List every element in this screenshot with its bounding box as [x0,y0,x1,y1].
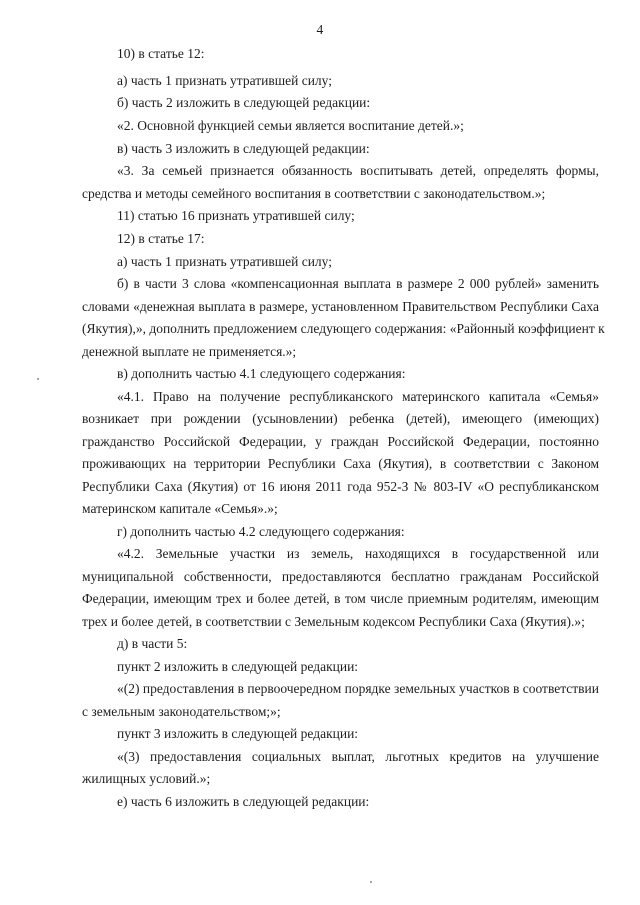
paragraph-line: гражданство Российской Федерации, у граждан Российской Федерации, постоянно [82,434,599,449]
paragraph-line: трех и более детей, в соответствии с Земельным кодексом Республики Саха (Якутия).»; [82,614,585,629]
list-item: е) часть 6 изложить в следующей редакции: [117,794,370,809]
list-item: 12) в статье 17: [117,231,205,246]
list-item: «2. Основной функцией семьи является воспитание детей.»; [117,118,464,133]
paragraph-line: словами «денежная выплата в размере, установленном Правительством Республики Саха [82,299,599,314]
paragraph-line: б) в части 3 слова «компенсационная выплата в размере 2 000 рублей» заменить [117,276,599,291]
list-item: д) в части 5: [117,636,188,651]
paragraph-line: материнском капитале «Семья».»; [82,501,278,516]
list-item: в) часть 3 изложить в следующей редакции: [117,141,370,156]
paragraph-line: «(3) предоставления социальных выплат, льготных кредитов на улучшение [117,749,599,764]
paragraph-line: средства и методы семейного воспитания в соответствии с законодательством.»; [82,186,546,201]
paragraph-line: с земельным законодательством;»; [82,704,281,719]
list-item: 11) статью 16 признать утратившей силу; [117,208,355,223]
list-item: а) часть 1 признать утратившей силу; [117,73,332,88]
list-item: пункт 2 изложить в следующей редакции: [117,659,359,674]
paragraph-line: денежной выплате не применяется.»; [82,344,297,359]
paragraph-line: муниципальной собственности, предоставляются бесплатно гражданам Российской [82,569,599,584]
list-item: в) дополнить частью 4.1 следующего содержания: [117,366,406,381]
list-item: пункт 3 изложить в следующей редакции: [117,726,359,741]
paragraph-line: «3. За семьей признается обязанность воспитывать детей, определять формы, [117,163,599,178]
scan-speck [37,378,39,380]
paragraph-line: Республики Саха (Якутия) от 16 июня 2011 года 952-З № 803-IV «О республиканском [82,479,599,494]
paragraph-line: «(2) предоставления в первоочередном порядке земельных участков в соответствии [117,681,600,696]
paragraph-line: возникает при рождении (усыновлении) ребенка (детей), имеющего (имеющих) [82,411,599,426]
paragraph-line: Федерации, имеющим трех и более детей, в том числе приемным родителям, имеющим [82,591,599,606]
paragraph-line: (Якутия),», дополнить предложением следующего содержания: «Районный коэффициент к [82,321,605,336]
paragraph-line: «4.2. Земельные участки из земель, находящихся в государственной или [117,546,599,561]
paragraph-line: проживающих на территории Республики Саха (Якутия), в соответствии с Законом [82,456,599,471]
list-item: а) часть 1 признать утратившей силу; [117,254,332,269]
page-number: 4 [316,22,324,37]
list-item: б) часть 2 изложить в следующей редакции: [117,95,371,110]
paragraph-line: «4.1. Право на получение республиканского материнского капитала «Семья» [117,389,599,404]
scan-speck [370,881,372,883]
list-item: 10) в статье 12: [117,46,205,61]
paragraph-line: жилищных условий.»; [82,771,211,786]
list-item: г) дополнить частью 4.2 следующего содержания: [117,524,405,539]
